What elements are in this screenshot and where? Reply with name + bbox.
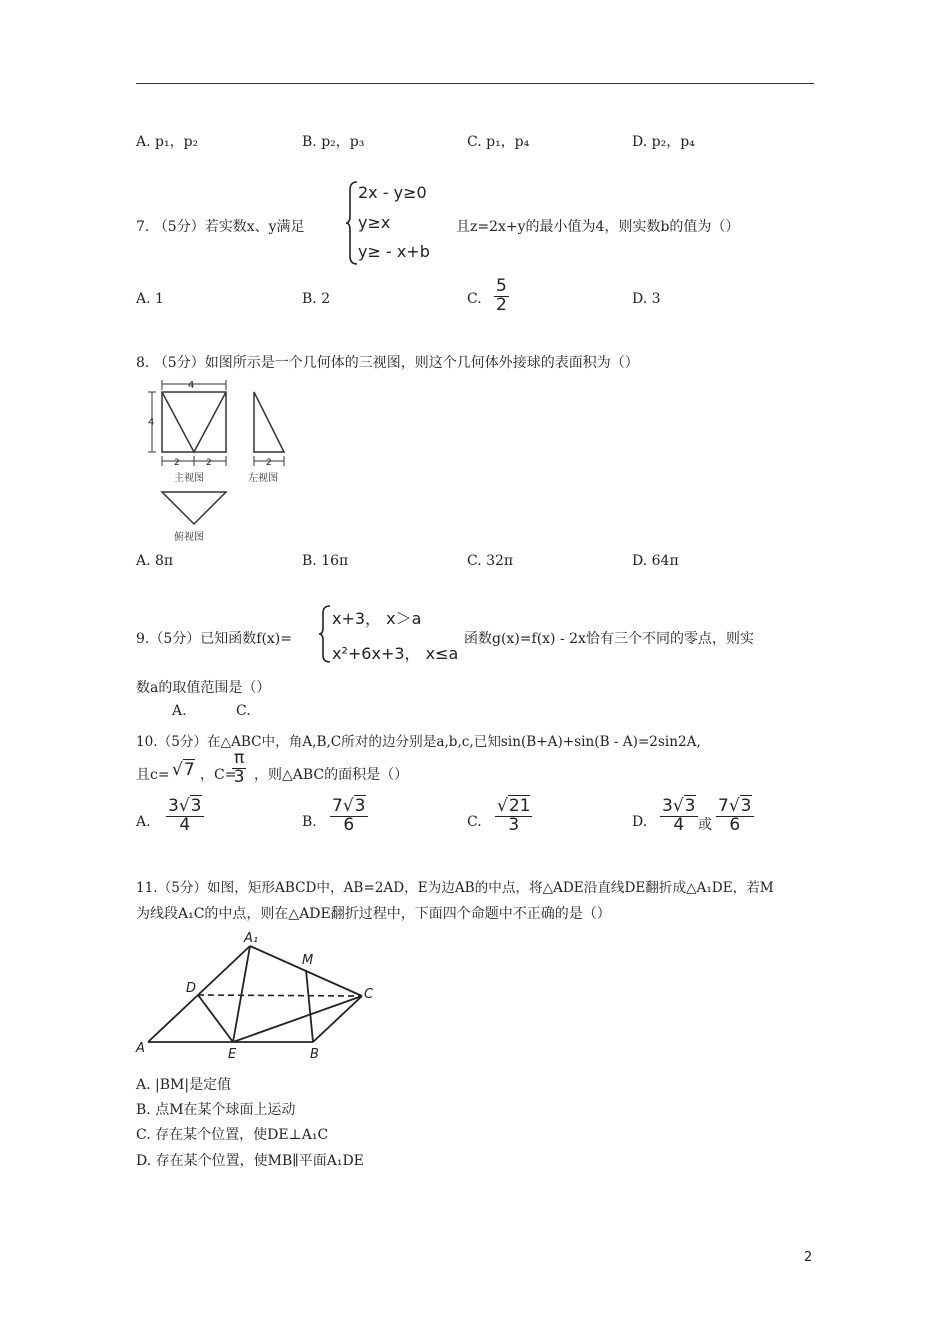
q8-half2-label: 2	[206, 458, 212, 468]
header-rule	[136, 83, 814, 84]
q11-fold-figure	[130, 928, 390, 1066]
q7-c-numerator: 5	[496, 276, 507, 296]
q6-option-b: B. p₂，p₃	[302, 134, 365, 150]
q7-ineq-2: y≥x	[358, 213, 391, 232]
q7-brace	[345, 180, 359, 266]
q8-front-view-label: 主视图	[174, 473, 204, 484]
q7-ineq-1: 2x - y≥0	[358, 183, 427, 202]
q11-point-e: E	[228, 1047, 237, 1062]
q10-option-b-value: $\frac{7√3}{6}$	[332, 796, 366, 835]
q8-side-view-label: 左视图	[248, 473, 278, 484]
q6-option-d: D. p₂，p₄	[632, 134, 695, 150]
q7-c-denominator: 2	[496, 294, 507, 315]
q10-option-a-value: $\frac{3√3}{4}$	[168, 796, 202, 835]
q8-option-a: A. 8π	[136, 553, 174, 569]
q8-three-view-figure	[140, 372, 300, 550]
q9-case-2: x²+6x+3， x≤a	[332, 644, 459, 663]
q9-suffix: 函数g(x)=f(x) - 2x恰有三个不同的零点，则实	[464, 631, 754, 647]
page-number: 2	[804, 1250, 813, 1265]
q10-option-a-label: A.	[136, 814, 151, 830]
q10-c-value: √7	[172, 760, 195, 780]
q11-option-c: C. 存在某个位置，使DE⊥A₁C	[136, 1127, 329, 1143]
q10-angle-den: 3	[233, 766, 245, 787]
q10-option-c-value: $\frac{√21}{3}$	[497, 796, 531, 835]
q8-option-c: C. 32π	[467, 553, 514, 569]
q6-option-c: C. p₁，p₄	[467, 134, 530, 150]
q11-point-d: D	[186, 981, 197, 996]
q10-line2a: 且c=	[136, 767, 170, 783]
q11-point-a: A	[136, 1041, 145, 1056]
q11-line2: 为线段A₁C的中点，则在△ADE翻折过程中，下面四个命题中不正确的是（）	[136, 906, 611, 922]
q10-line2c: ，C=	[200, 767, 237, 783]
q8-left-dim-label: 4	[148, 417, 155, 428]
q9-option-c: C.	[236, 703, 251, 719]
q7-option-c: C.	[467, 291, 482, 307]
q11-point-c: C	[364, 987, 374, 1002]
q7-prefix: 7. （5分）若实数x、y满足	[136, 219, 305, 235]
q8-option-d: D. 64π	[632, 553, 679, 569]
q7-option-a: A. 1	[136, 291, 164, 307]
q7-suffix: 且z=2x+y的最小值为4，则实数b的值为（）	[456, 219, 740, 235]
q9-line2: 数a的取值范围是（）	[136, 680, 271, 696]
q7-option-b: B. 2	[302, 291, 331, 307]
q10-option-c-label: C.	[467, 814, 482, 830]
q9-prefix: 9.（5分）已知函数f(x)=	[136, 631, 292, 647]
q7-ineq-3: y≥ - x+b	[358, 242, 430, 261]
q9-brace	[318, 604, 332, 664]
q8-side-dim-label: 2	[266, 458, 272, 468]
q11-point-m: M	[302, 953, 314, 968]
q9-option-a: A.	[172, 703, 187, 719]
q7-option-c-fraction	[494, 278, 509, 315]
q8-option-b: B. 16π	[302, 553, 349, 569]
q10-angle-fraction	[232, 750, 246, 787]
q10-line1: 10.（5分）在△ABC中，角A,B,C所对的边分别是a,b,c,已知sin(B+A)+sin(B - A)=2sin2A,	[136, 734, 701, 750]
q10-option-d-or: 或	[698, 817, 712, 833]
q10-option-d-value-1: $\frac{3√3}{4}$	[662, 796, 696, 835]
q11-option-b: B. 点M在某个球面上运动	[136, 1102, 296, 1118]
q10-angle-num: π	[234, 748, 245, 768]
q11-point-a1: A₁	[244, 931, 259, 946]
q11-point-b: B	[310, 1047, 319, 1062]
q11-line1: 11.（5分）如图，矩形ABCD中，AB=2AD，E为边AB的中点，将△ADE沿直线DE翻折成△A₁DE，若M	[136, 880, 774, 896]
q10-option-d-value-2: $\frac{7√3}{6}$	[718, 796, 752, 835]
q7-option-d: D. 3	[632, 291, 661, 307]
q11-option-d: D. 存在某个位置，使MB∥平面A₁DE	[136, 1153, 364, 1169]
q10-line2d: ，则△ABC的面积是（）	[254, 767, 409, 783]
q10-option-b-label: B.	[302, 814, 317, 830]
q10-option-d-label: D.	[632, 814, 648, 830]
q6-option-a: A. p₁，p₂	[136, 134, 199, 150]
q11-option-a: A. |BM|是定值	[136, 1077, 232, 1093]
q8-half1-label: 2	[174, 458, 180, 468]
q8-stem: 8. （5分）如图所示是一个几何体的三视图，则这个几何体外接球的表面积为（）	[136, 355, 639, 371]
q8-top-view-label: 俯视图	[174, 532, 204, 543]
q9-case-1: x+3， x＞a	[332, 609, 422, 628]
q8-top-dim-label: 4	[188, 380, 195, 391]
